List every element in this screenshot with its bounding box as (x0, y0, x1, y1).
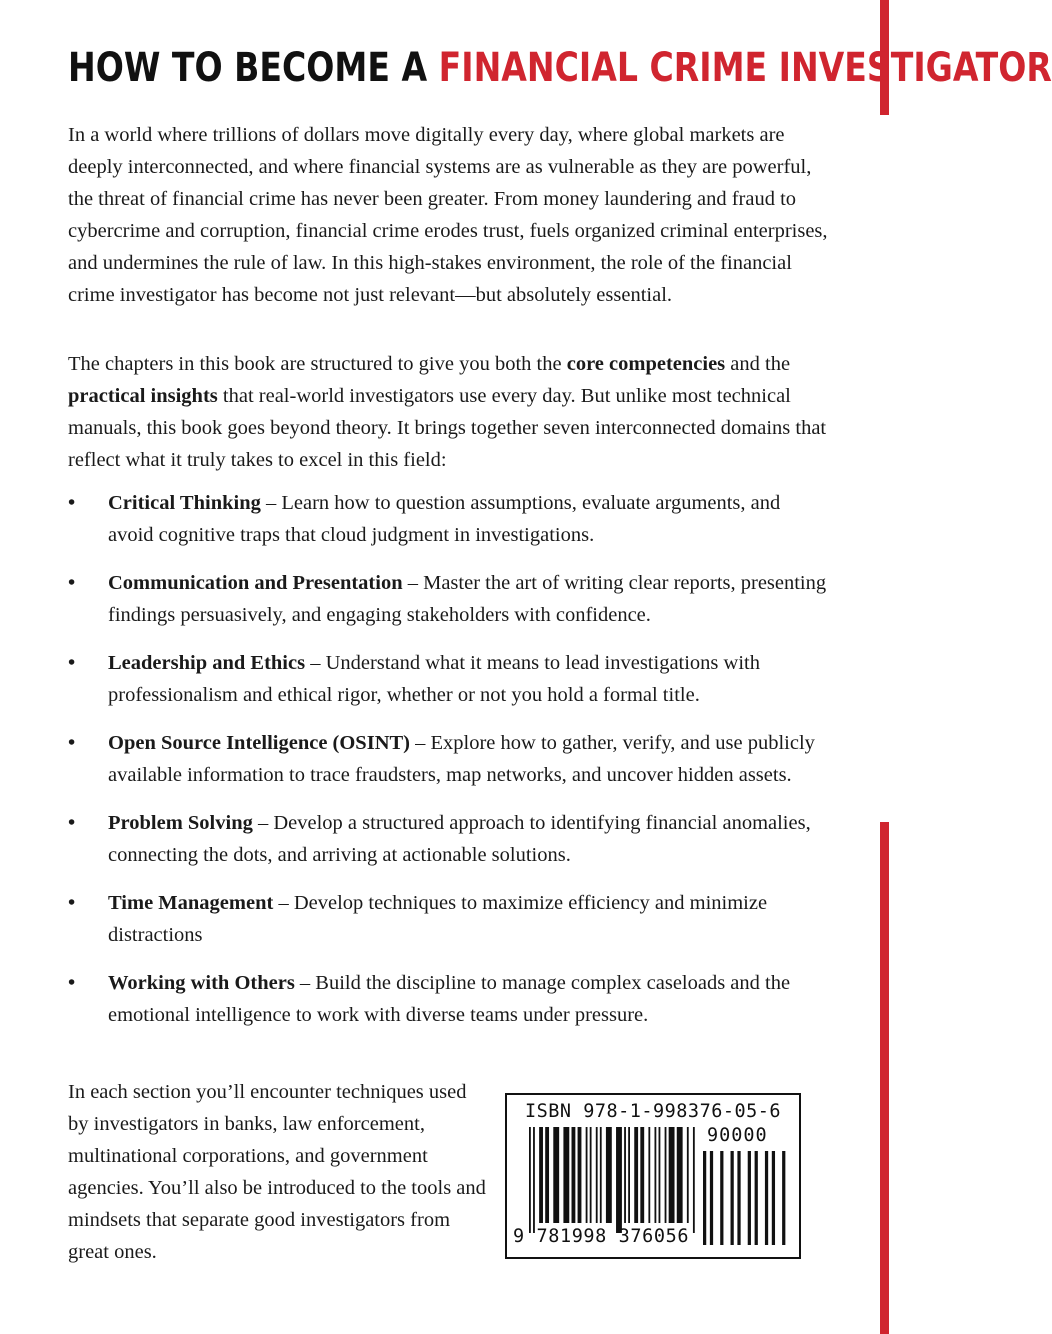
domain-name: Critical Thinking (108, 492, 261, 514)
barcode-bar (634, 1127, 638, 1223)
list-item (68, 487, 828, 551)
bullet-dot: • (68, 812, 76, 834)
barcode-bar (572, 1127, 576, 1223)
title-plain: HOW TO BECOME A (68, 45, 439, 91)
barcode-bar (669, 1127, 675, 1223)
chapters-text-3: that real-world investigators use every day. But unlike most technical manuals, this book goes beyond theory. It brings together seven interconnected domains that reflect what it truly takes to excel in this field: (68, 385, 827, 471)
bullet-dot: • (68, 732, 76, 754)
barcode-bar (659, 1127, 661, 1223)
domain-list (68, 487, 828, 1047)
barcode-bar (731, 1151, 734, 1245)
barcode-addon-price: 90000 (707, 1125, 768, 1146)
barcode-bar (545, 1127, 549, 1223)
page-title (68, 40, 1052, 96)
list-item (68, 727, 828, 791)
chapters-bold-insights: practical insights (68, 385, 218, 407)
domain-desc: – Explore how to gather, verify, and use publicly available information to trace fraudsters, map networks, and uncover hidden assets. (108, 732, 815, 786)
list-item (68, 967, 828, 1031)
barcode-bar (578, 1127, 582, 1223)
bottom-edge-accent-bar (880, 822, 889, 1334)
domain-desc: – Learn how to question assumptions, evaluate arguments, and avoid cognitive traps that cloud judgment in investigations. (108, 492, 781, 546)
title-accent: FINANCIAL CRIME INVESTIGATOR (438, 45, 1052, 91)
chapters-paragraph (68, 348, 828, 476)
barcode-bar (665, 1127, 667, 1223)
barcode-bar (782, 1151, 785, 1245)
isbn-label: ISBN 978-1-998376-05-6 (525, 1101, 782, 1122)
domain-desc: – Develop a structured approach to identifying financial anomalies, connecting the dots, and arriving at actionable solutions. (108, 812, 811, 866)
domain-name: Communication and Presentation (108, 572, 403, 594)
barcode-bar (748, 1151, 751, 1245)
domain-name: Working with Others (108, 972, 295, 994)
bullet-dot: • (68, 572, 76, 594)
list-item (68, 807, 828, 871)
list-item (68, 647, 828, 711)
barcode-bar (600, 1127, 602, 1223)
barcode-bar (720, 1151, 723, 1245)
barcode-bar (737, 1151, 740, 1245)
bullet-dot: • (68, 652, 76, 674)
barcode-bar (533, 1127, 535, 1233)
domain-desc: – Master the art of writing clear reports, presenting findings persuasively, and engaging stakeholders with confidence. (108, 572, 827, 626)
domain-name: Problem Solving (108, 812, 253, 834)
barcode-bar (596, 1127, 598, 1223)
barcode-bar (590, 1127, 592, 1223)
isbn-barcode-box (505, 1093, 801, 1259)
list-item (68, 567, 828, 631)
chapters-text-1: The chapters in this book are structured to give you both the (68, 353, 567, 375)
domain-name: Time Management (108, 892, 274, 914)
list-item (68, 887, 828, 951)
bullet-dot: • (68, 972, 76, 994)
barcode-digits: 9 781998 376056 (513, 1226, 690, 1247)
domain-name: Leadership and Ethics (108, 652, 306, 674)
barcode-bar (765, 1151, 768, 1245)
barcode-bar (563, 1127, 569, 1223)
barcode-bar (687, 1127, 689, 1223)
domain-desc: – Understand what it means to lead investigations with professionalism and ethical rigor, whether or not you hold a formal title. (108, 652, 760, 706)
chapters-bold-core: core competencies (566, 353, 726, 375)
barcode-bar (648, 1127, 650, 1223)
barcode-bar (628, 1127, 630, 1223)
barcode-bar (606, 1127, 612, 1223)
barcode-bar (755, 1151, 758, 1245)
barcode-bar (772, 1151, 775, 1245)
barcode-bar (693, 1127, 695, 1233)
domain-desc: – Build the discipline to manage complex caseloads and the emotional intelligence to work with diverse teams under pressure. (108, 972, 791, 1026)
barcode-bar (539, 1127, 543, 1223)
barcode-bar (677, 1127, 683, 1223)
closing-paragraph: In each section you’ll encounter techniques used by investigators in banks, law enforcement, multinational corporations, and government agencies. You’ll also be introduced to the tools and mindsets that separate good investigators from great ones. (68, 1081, 486, 1263)
barcode-bar (710, 1151, 713, 1245)
bullet-dot: • (68, 892, 76, 914)
barcode-bar (654, 1127, 656, 1223)
barcode-bar (703, 1151, 706, 1245)
barcode-bar (616, 1127, 622, 1233)
barcode-bar (624, 1127, 626, 1223)
domain-name: Open Source Intelligence (OSINT) (108, 732, 410, 754)
bullet-dot: • (68, 492, 76, 514)
intro-paragraph: In a world where trillions of dollars move digitally every day, where global markets are deeply interconnected, and where financial systems are as vulnerable as they are powerful, the threat of financial crime has never been greater. From money laundering and fraud to cybercrime and corruption, financial crime erodes trust, fuels organized criminal enterprises, and undermines the rule of law. In this high-stakes environment, the role of the financial crime investigator has become not just relevant—but absolutely essential. (68, 124, 828, 306)
domain-desc: – Develop techniques to maximize efficiency and minimize distractions (108, 892, 768, 946)
barcode-bar (553, 1127, 559, 1223)
chapters-text-2: and the (725, 353, 791, 375)
barcode-bar (640, 1127, 644, 1223)
barcode-bar (529, 1127, 531, 1233)
barcode-bar (586, 1127, 588, 1223)
